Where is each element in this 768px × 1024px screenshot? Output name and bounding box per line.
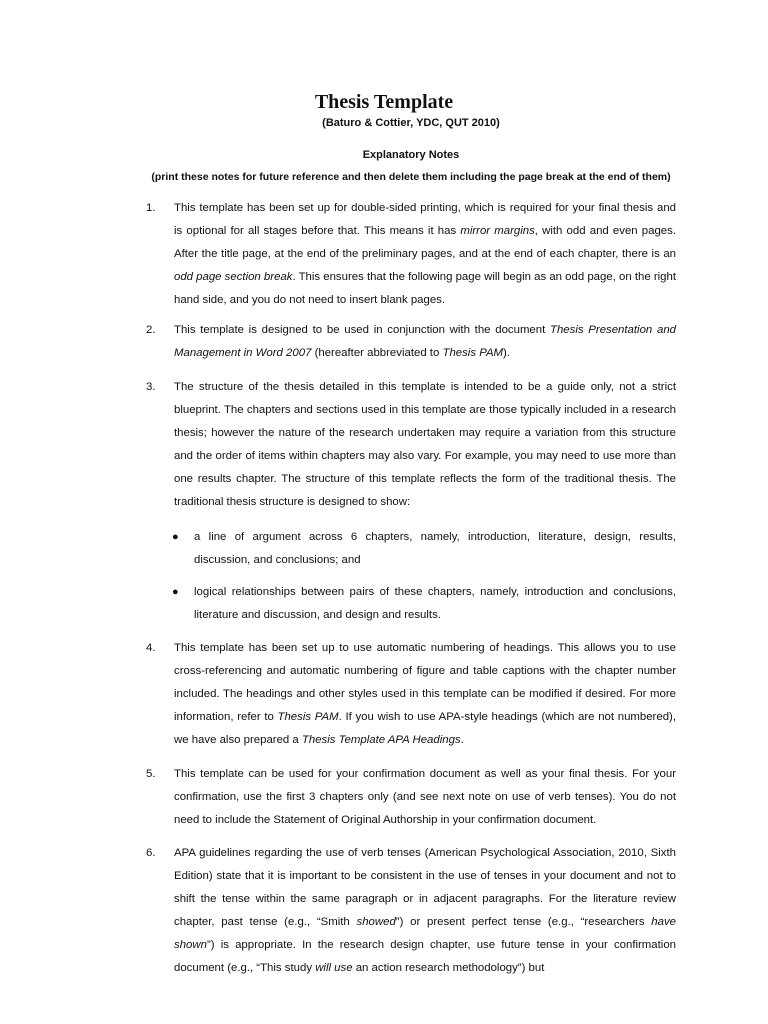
note-text-run: APA guidelines regarding the use of verb tenses (American Psychological Association, 2010, Sixth Edition) state that it is important to be consistent in the use of tenses in your document and not to shift the tense within the same paragraph or in adjacent paragraphs. For the literature review chapter, past tense (e.g., “Smith xyxy=(174,847,676,928)
bullet-text: logical relationships between pairs of these chapters, namely, introduction and conclusions, literature and discussion, and design and results. xyxy=(194,586,676,621)
note-number: 3. xyxy=(146,381,156,393)
emphasis-text: Thesis Template APA Headings xyxy=(301,734,461,746)
document-subtitle: (Baturo & Cottier, YDC, QUT 2010) xyxy=(322,117,500,129)
note-number: 1. xyxy=(146,202,156,214)
note-text xyxy=(174,637,676,752)
note-text xyxy=(174,763,676,832)
notes-heading: Explanatory Notes xyxy=(362,149,460,161)
note-text xyxy=(174,376,676,514)
notes-instruction: (print these notes for future reference and then delete them including the page break at the end of them) xyxy=(151,171,671,183)
note-text-run: This template has been set up for double-sided printing, which is required for your final thesis and is optional for all stages before that. This means it has xyxy=(174,202,676,237)
note-text-run: , with odd and even pages. After the title page, at the end of the preliminary pages, and at the end of each chapter, there is an xyxy=(174,225,676,260)
note-number: 2. xyxy=(146,324,156,336)
bullet-text: a line of argument across 6 chapters, namely, introduction, literature, design, results, discussion, and conclusions; and xyxy=(194,531,676,566)
note-text-run: . If you wish to use APA-style headings (which are not numbered), we have also prepared a xyxy=(174,711,676,746)
emphasis-text: mirror margins xyxy=(460,225,535,237)
note-text-run: . This ensures that the following page will begin as an odd page, on the right hand side, and you do not need to insert blank pages. xyxy=(174,271,676,306)
note-number: 5. xyxy=(146,768,156,780)
note-text xyxy=(174,319,676,365)
note-text-run: . xyxy=(460,734,464,746)
note-text-run: This template has been set up to use automatic numbering of headings. This allows you to use cross-referencing and automatic numbering of figure and table captions with the chapter number included. The headings and other styles used in this template can be modified if desired. For more information, refer to xyxy=(174,642,676,723)
note-text-run: (hereafter abbreviated to xyxy=(311,347,443,359)
emphasis-text: will use xyxy=(315,962,353,974)
bullet-dot-icon: ● xyxy=(172,531,179,543)
note-text-run: ). xyxy=(503,347,511,359)
note-text-run: ”) is appropriate. In the research design chapter, use future tense in your confirmation document (e.g., “This study xyxy=(174,939,676,974)
emphasis-text: Thesis PAM xyxy=(277,711,339,723)
note-number: 6. xyxy=(146,847,156,859)
emphasis-text: showed xyxy=(356,916,396,928)
note-text-run: an action research methodology”) but xyxy=(352,962,545,974)
note-number: 4. xyxy=(146,642,156,654)
bullet-dot-icon: ● xyxy=(172,586,179,598)
note-text-run: This template can be used for your confirmation document as well as your final thesis. For your confirmation, use the first 3 chapters only (and see next note on use of verb tenses). You do not need to include the Statement of Original Authorship in your confirmation document. xyxy=(174,768,676,826)
emphasis-text: odd page section break xyxy=(174,271,293,283)
emphasis-text: Thesis Presentation and Management in Word 2007 xyxy=(174,324,677,359)
note-text xyxy=(174,842,676,980)
note-text-run: ”) or present perfect tense (e.g., “researchers xyxy=(395,916,652,928)
note-text xyxy=(174,197,676,312)
emphasis-text: Thesis PAM xyxy=(442,347,504,359)
emphasis-text: have shown xyxy=(174,916,676,951)
note-text-run: The structure of the thesis detailed in this template is intended to be a guide only, not a strict blueprint. The chapters and sections used in this template are those typically included in a research thesis; however the nature of the research undertaken may require a variation from this structure and the order of items within chapters may also vary. For example, you may need to use more than one results chapter. The structure of this template reflects the form of the traditional thesis. The traditional thesis structure is designed to show: xyxy=(174,381,676,508)
note-text-run: This template is designed to be used in conjunction with the document xyxy=(174,324,551,336)
document-title: Thesis Template xyxy=(314,91,454,113)
